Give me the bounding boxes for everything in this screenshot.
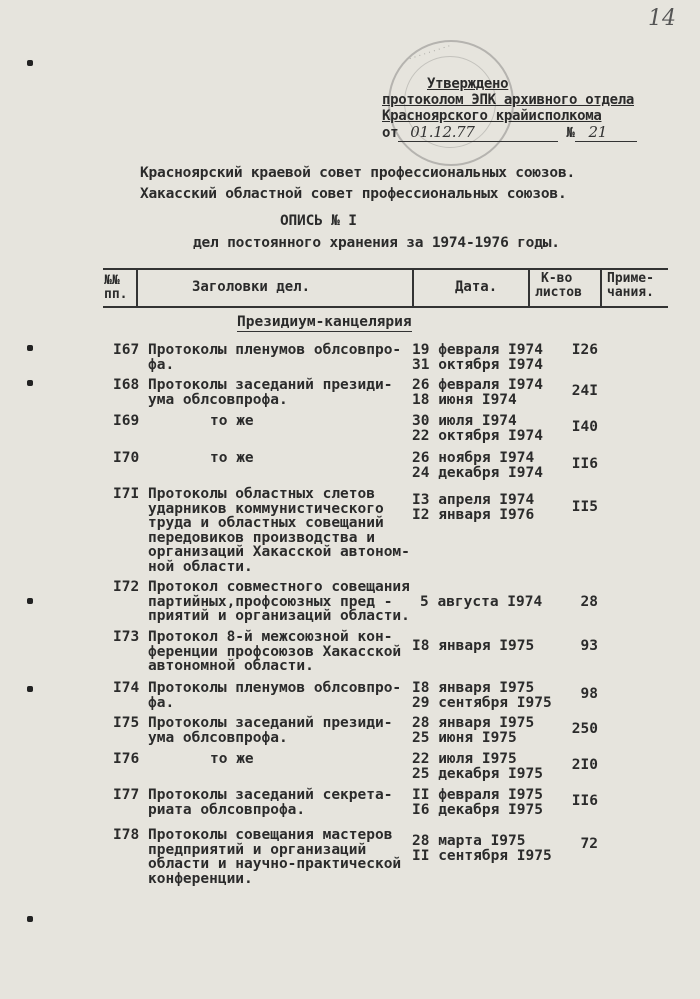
approval-line1: Утверждено — [427, 76, 509, 92]
approval-number-prefix: № — [566, 125, 575, 141]
org-line-1: Красноярский краевой совет профессиональных союзов. — [140, 165, 576, 181]
approval-line2: протоколом ЭПК архивного отдела — [382, 92, 634, 108]
binding-hole-mark — [27, 345, 33, 351]
approval-date-prefix: от — [382, 125, 399, 141]
col-header-sheets: К-во листов — [535, 271, 582, 300]
col-header-title: Заголовки дел. — [192, 279, 311, 295]
table-top-rule — [103, 268, 668, 270]
table-header-rule — [103, 306, 668, 308]
binding-hole-mark — [27, 916, 33, 922]
binding-hole-mark — [27, 598, 33, 604]
page-number: 14 — [648, 6, 676, 31]
archive-stamp: · · · · · · · · · — [388, 40, 514, 166]
binding-hole-mark — [27, 60, 33, 66]
col-header-notes: Приме- чания. — [607, 271, 654, 300]
org-line-2: Хакасский областной совет профессиональных союзов. — [140, 186, 567, 202]
col-divider — [412, 268, 414, 308]
approval-date-value: 01.12.77 — [410, 123, 475, 141]
inventory-subtitle: дел постоянного хранения за 1974-1976 годы. — [193, 235, 560, 251]
col-divider — [528, 268, 530, 308]
binding-hole-mark — [27, 686, 33, 692]
col-header-number: №№ пп. — [104, 273, 128, 302]
col-header-date: Дата. — [455, 279, 498, 295]
inventory-title: ОПИСЬ № I — [280, 213, 357, 229]
section-heading: Президиум-канцелярия — [237, 314, 412, 330]
approval-line3: Красноярского крайисполкома — [382, 108, 602, 124]
col-divider — [136, 268, 138, 308]
approval-number-value: 21 — [588, 123, 608, 141]
binding-hole-mark — [27, 380, 33, 386]
col-divider — [600, 268, 602, 308]
approval-block — [382, 76, 637, 142]
